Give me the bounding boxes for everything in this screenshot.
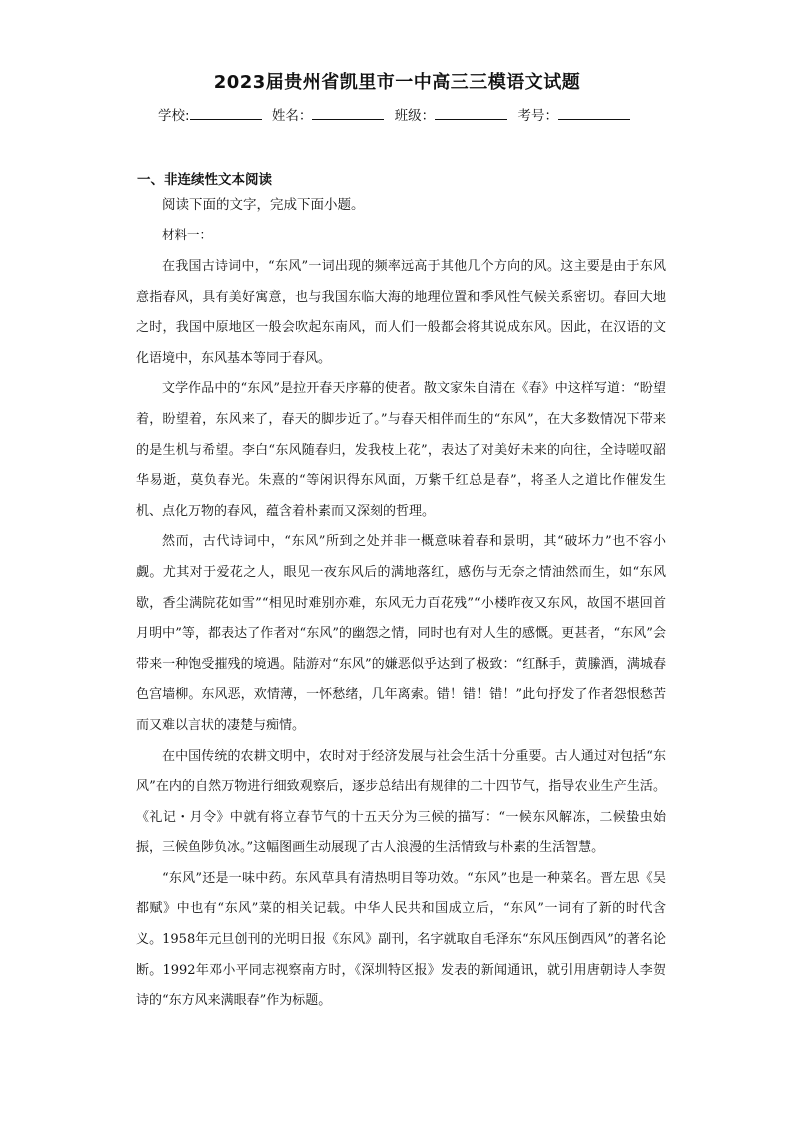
instruction-text: 阅读下面的文字，完成下面小题。 bbox=[162, 197, 365, 213]
material-label: 材料一： bbox=[162, 227, 213, 242]
article-body bbox=[136, 252, 666, 1017]
paragraph: 在中国传统的农耕文明中，农时对于经济发展与社会生活十分重要。古人通过对包括“东风”在内的自然万物进行细致观察后，逐步总结出有规律的二十四节气，指导农业生产生活。《礼记・月令》中就有将立春节气的十五天分为三候的描写：“一候东风解冻，二候蛰虫始振，三候鱼陟负冰。”这幅图画生动展现了古人浪漫的生活情致与朴素的生活智慧。 bbox=[136, 748, 666, 856]
school-blank bbox=[190, 107, 262, 120]
paragraph: 文学作品中的“东风”是拉开春天序幕的使者。散文家朱自清在《春》中这样写道：“盼望着，盼望着，东风来了，春天的脚步近了。”与春天相伴而生的“东风”，在大多数情况下带来的是生机与希望。李白“东风随春归，发我枝上花”，表达了对美好未来的向往，全诗嗟叹韶华易逝，莫负春光。朱熹的“等闲识得东风面，万紫千红总是春”，将圣人之道比作催发生机、点化万物的春风，蕴含着朴素而又深刻的哲理。 bbox=[136, 381, 666, 519]
student-info-line bbox=[0, 104, 794, 124]
class-label: 班级： bbox=[394, 108, 436, 124]
exam-number-blank bbox=[558, 107, 630, 120]
exam-number-label: 考号： bbox=[517, 108, 558, 124]
school-label: 学校: bbox=[158, 108, 190, 124]
name-label: 姓名： bbox=[271, 108, 313, 124]
section-heading: 一、非连续性文本阅读 bbox=[137, 172, 272, 188]
paragraph: 然而，古代诗词中，“东风”所到之处并非一概意味着春和景明，其“破坏力”也不容小觑。尤其对于爱花之人，眼见一夜东风后的满地落红，感伤与无奈之情油然而生，如“东风歇，香尘满院花如雪”“相见时难别亦难，东风无力百花残”“小楼昨夜又东风，故国不堪回首月明中”等，都表达了作者对“东风”的幽怨之情，同时也有对人生的感慨。更甚者，“东风”会带来一种饱受摧残的境遇。陆游对“东风”的嫌恶似乎达到了极致：“红酥手，黄縢酒，满城春色宫墙柳。东风恶，欢情薄，一怀愁绪，几年离索。错！错！错！”此句抒发了作者怨恨愁苦而又难以言状的凄楚与痴情。 bbox=[136, 534, 666, 733]
class-blank bbox=[435, 107, 507, 120]
name-blank bbox=[312, 107, 384, 120]
paragraph: 在我国古诗词中，“东风”一词出现的频率远高于其他几个方向的风。这主要是由于东风意指春风，具有美好寓意，也与我国东临大海的地理位置和季风性气候关系密切。春回大地之时，我国中原地区一般会吹起东南风，而人们一般都会将其说成东风。因此，在汉语的文化语境中，东风基本等同于春风。 bbox=[136, 259, 666, 366]
page-title: 2023届贵州省凯里市一中高三三模语文试题 bbox=[213, 72, 581, 93]
paragraph: “东风”还是一味中药。东风草具有清热明目等功效。“东风”也是一种菜名。晋左思《吴都赋》中也有“东风”菜的相关记载。中华人民共和国成立后，“东风”一词有了新的时代含义。1958年元旦创刊的光明日报《东风》副刊，名字就取自毛泽东“东风压倒西风”的著名论断。1992年邓小平同志视察南方时，《深圳特区报》发表的新闻通讯，就引用唐朝诗人李贺诗的“东方风来满眼春”作为标题。 bbox=[136, 870, 666, 1009]
